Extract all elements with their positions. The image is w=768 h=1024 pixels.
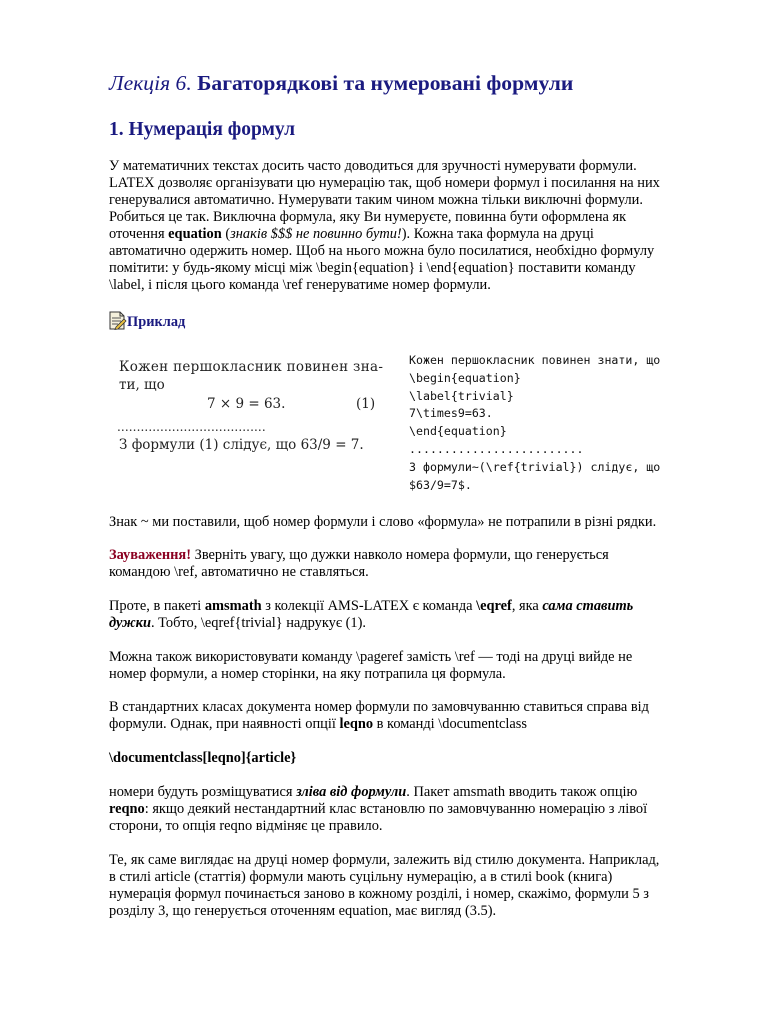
note-label: Зауваження! (109, 547, 192, 563)
text-run: . Пакет amsmath вводить також опцію (406, 784, 638, 800)
left-numbering-paragraph (109, 784, 709, 835)
rendered-dots: ...................................... (117, 420, 266, 434)
intro-line: автоматично одержить номер. Щоб на нього можна було посилатися, необхідно формулу (109, 243, 655, 259)
amsmath-paragraph (109, 598, 709, 632)
code-line: 7\times9=63. (409, 406, 493, 421)
paragraph-line (109, 716, 709, 733)
intro-line: У математичних текстах досить часто доводиться для зручності нумерувати формули. (109, 158, 637, 174)
text-run: . Тобто, \eqref{trivial} надрукує (1). (150, 615, 366, 631)
paragraph-line: командою \ref, автоматично не ставляться. (109, 564, 369, 580)
code-line: $63/9=7$. (409, 477, 472, 492)
standard-classes-paragraph (109, 699, 709, 733)
paragraph-line: сторони, то опція reqno відміняє це правило. (109, 818, 383, 834)
reqno-keyword: reqno (109, 801, 145, 817)
lecture-number: Лекція 6. (109, 71, 192, 95)
amsmath-keyword: amsmath (204, 598, 262, 614)
intro-line: Робиться це так. Виключна формула, яку Ви нумеруєте, повинна бути оформлена як (109, 209, 627, 225)
paragraph-line: Знак ~ ми поставили, щоб номер формули і слово «формула» не потрапили в різні рядки. (109, 514, 657, 530)
code-line: Кожен першокласник повинен знати, що (409, 353, 661, 367)
paragraph-line: Можна також використовувати команду \pageref замість \ref — тоді на друці вийде не (109, 649, 633, 665)
documentclass-line (109, 750, 709, 767)
leqno-keyword: leqno (339, 716, 374, 732)
text-run: з колекції AMS-LATEX є команда (261, 598, 477, 614)
text-run: в команді \documentclass (373, 716, 527, 732)
section-heading: 1. Нумерація формул (109, 119, 296, 140)
eqref-keyword: \eqref (476, 598, 512, 614)
code-line: \begin{equation} (409, 370, 521, 385)
equation-keyword: equation (168, 226, 222, 242)
paragraph-line (109, 615, 709, 632)
dollar-warning: знаків $$$ не повинно бути! (230, 226, 402, 242)
paragraph-line: номер формули, а номер сторінки, на яку потрапила ця формула. (109, 666, 506, 682)
equation-number: (1) (356, 396, 376, 412)
intro-line: \label, і після цього команда \ref генеруватиме номер формули. (109, 277, 491, 293)
intro-line: LATEX дозволяє організувати цю нумерацію так, щоб номери формул і посилання на них (109, 175, 660, 191)
code-line: ......................... (409, 441, 584, 456)
text-run: формули. Однак, при наявності опції (109, 716, 340, 732)
rendered-equation: 7 × 9 = 63. (207, 396, 286, 412)
example-heading (109, 308, 185, 330)
text-run: ). Кожна така формула на друці (401, 226, 594, 242)
pageref-paragraph (109, 649, 709, 683)
intro-paragraph (109, 158, 709, 294)
tilde-paragraph (109, 514, 709, 531)
paragraph-line (109, 547, 709, 564)
document-pencil-icon (109, 311, 127, 330)
rendered-line: Кожен першокласник повинен зна- (119, 359, 384, 375)
paragraph-line (109, 598, 709, 615)
example-label: Приклад (127, 314, 186, 330)
text-run: номери будуть розміщуватися (109, 784, 297, 800)
intro-line (109, 226, 709, 243)
paragraph-line: розділу 3, що генерується оточенням equation, має вигляд (3.5). (109, 903, 497, 919)
emphasis-text: дужки (109, 615, 151, 631)
intro-line: генерувалися автоматично. Нумерувати таким чином можна тільки виключні формули. (109, 192, 643, 208)
code-line: З формули~(\ref{trivial}) слідує, що (409, 459, 661, 474)
documentclass-command: \documentclass[leqno]{article} (109, 750, 297, 766)
rendered-line: З формули (1) слідує, що 63/9 = 7. (119, 437, 364, 453)
paragraph-line (109, 801, 709, 818)
paragraph-line: нумерація формул починається заново в кожному розділі, і номер, скажімо, формули 5 з (109, 886, 649, 902)
emphasis-text: зліва від формули (296, 784, 407, 800)
text-run: ( (221, 226, 231, 242)
text-run: , яка (511, 598, 543, 614)
text-run: Зверніть увагу, що дужки навколо номера формули, що генерується (191, 547, 609, 563)
code-line: \label{trivial} (409, 388, 514, 403)
latex-source (409, 352, 709, 494)
lecture-title-text: Багаторядкові та нумеровані формули (191, 71, 574, 95)
style-paragraph (109, 852, 709, 920)
paragraph-line (109, 784, 709, 801)
note-paragraph (109, 547, 709, 581)
text-run: Проте, в пакеті (109, 598, 205, 614)
example-block (109, 352, 709, 492)
rendered-line: ти, що (119, 377, 165, 393)
code-line: \end{equation} (409, 424, 507, 439)
paragraph-line: В стандартних класах документа номер формули по замовчуванню ставиться справа від (109, 699, 650, 715)
emphasis-text: сама ставить (542, 598, 634, 614)
paragraph-line: Те, як саме виглядає на друці номер формули, залежить від стилю документа. Наприклад, (109, 852, 660, 868)
text-run: : якщо деякий нестандартний клас встановлю по замовчуванню номерацію з лівої (144, 801, 648, 817)
paragraph-line: в стилі article (статтія) формули мають суцільну нумерацію, а в стилі book (книга) (109, 869, 613, 885)
lecture-title (109, 70, 709, 96)
text-run: оточення (109, 226, 169, 242)
intro-line: помітити: у будь-якому місці між \begin{equation} і \end{equation} поставити команду (109, 260, 636, 276)
